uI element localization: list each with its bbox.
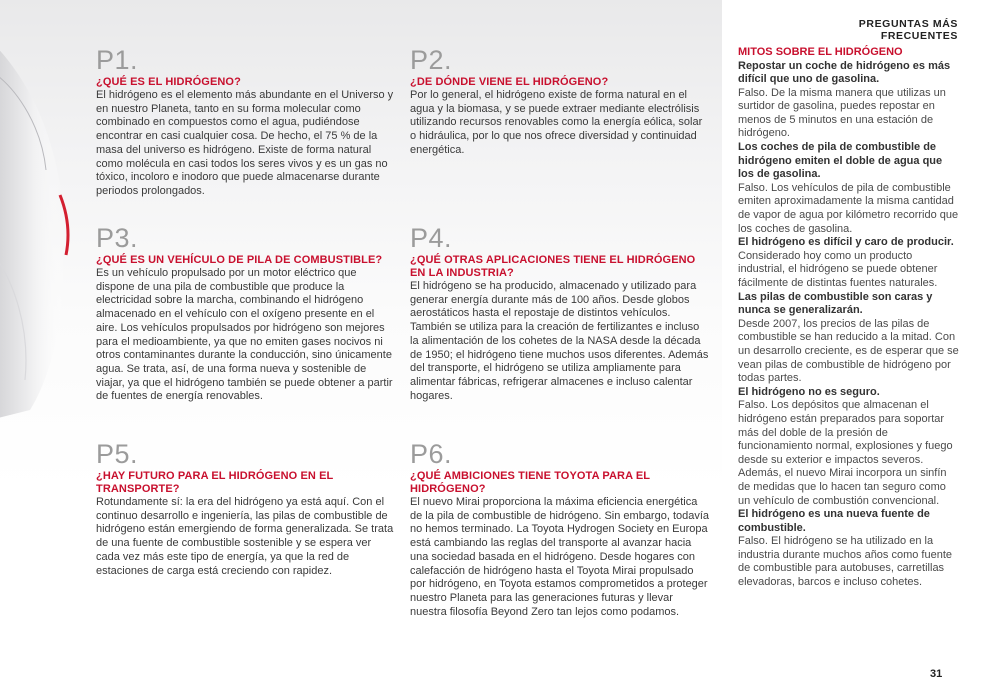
question-body: El hidrógeno es el elemento más abundante en el Universo y en nuestro Planeta, tanto en su forma molecular como combinado en compuestos como el agua, pudiéndose encontrar en casi cualquier cosa. De hecho, el 75 % de la masa del universo es hidrógeno. Existe de forma natural como molécula en casi todos los seres vivos y es un gas no tóxico, incoloro e inodoro que puede almacenarse durante periodos prolongados. xyxy=(96,89,394,197)
question-number: P2. xyxy=(410,45,453,75)
question-body: El hidrógeno se ha producido, almacenado y utilizado para generar energía durante más de 100 años. Desde globos aerostáticos hasta el repostaje de distintos vehículos. También se utiliza para la creación de fertilizantes e incluso la alimentación de los cohetes de la NASA desde la década de 1950; el hidrógeno tiene muchos usos diferentes. Además del transporte, el hidrógeno se utiliza ampliamente para alimentar fábricas, refrigerar almacenes e incluso calentar hogares. xyxy=(410,280,709,402)
myth-answer: Falso. Los depósitos que almacenan el hidrógeno están preparados para soportar más del doble de la presión de funcionamiento normal, explosiones y fuego desde su exterior e impactos severos. Además, el nuevo Mirai incorpora un sinfín de medidas que lo hacen tan seguro como un vehículo de combustión convencional. xyxy=(738,399,953,507)
question-p2 xyxy=(410,46,710,158)
question-title: ¿QUÉ ES UN VEHÍCULO DE PILA DE COMBUSTIBLE? xyxy=(96,254,383,266)
section-header: PREGUNTAS MÁS FRECUENTES xyxy=(858,18,958,42)
question-body: Es un vehículo propulsado por un motor eléctrico que dispone de una pila de combustible que produce la electricidad sobre la marcha, combinando el hidrógeno almacenado en el vehículo con el oxígeno presente en el aire. Los vehículos propulsados por hidrógeno son mejores para el medioambiente, ya que no emiten gases nocivos ni otros contaminantes durante la conducción, sino únicamente agua. Se trata, así, de una forma nueva y sostenible de viajar, ya que el hidrógeno también se puede obtener a partir de fuentes de energía renovables. xyxy=(96,267,393,403)
question-body: Rotundamente sí: la era del hidrógeno ya está aquí. Con el continuo desarrollo e ingeniería, las pilas de combustible de hidrógeno están emergiendo de forma generalizada. Se trata de una fuente de combustible sostenible y se espera ver cada vez más este tipo de energía, ya que la red de estaciones de carga está creciendo con rapidez. xyxy=(96,496,394,577)
page-number: 31 xyxy=(930,668,943,680)
myth-question: Repostar un coche de hidrógeno es más difícil que uno de gasolina. xyxy=(738,59,951,86)
myth-answer: Falso. El hidrógeno se ha utilizado en la industria durante muchos años como fuente de combustible para autobuses, carretillas elevadoras, barcos e incluso cohetes. xyxy=(738,535,953,589)
question-p1 xyxy=(96,46,396,199)
car-image xyxy=(0,0,70,440)
question-p5 xyxy=(96,440,396,578)
question-body: Por lo general, el hidrógeno existe de forma natural en el agua y la biomasa, y se puede extraer mediante electrólisis utilizando recursos renovables como la energía eólica, solar o hidráulica, por lo que nos ofrece diversidad y continuidad energética. xyxy=(410,89,703,156)
question-p6 xyxy=(410,440,710,619)
question-number: P3. xyxy=(96,223,139,253)
question-title: ¿QUÉ ES EL HIDRÓGENO? xyxy=(96,76,241,88)
question-number: P6. xyxy=(410,439,453,469)
myths-section xyxy=(738,46,960,590)
question-title: ¿DE DÓNDE VIENE EL HIDRÓGENO? xyxy=(410,76,609,88)
myth-answer: Falso. Los vehículos de pila de combustible emiten aproximadamente la misma cantidad de vapor de agua por kilómetro recorrido que los coches de gasolina. xyxy=(738,181,959,235)
myth-question: El hidrógeno no es seguro. xyxy=(738,385,880,398)
myth-answer: Falso. De la misma manera que utilizas un surtidor de gasolina, puedes repostar en menos de 5 minutos en una estación de hidrógeno. xyxy=(738,86,946,140)
myth-question: Las pilas de combustible son caras y nunca se generalizarán. xyxy=(738,290,933,317)
question-title: ¿QUÉ OTRAS APLICACIONES TIENE EL HIDRÓGENO EN LA INDUSTRIA? xyxy=(410,254,696,279)
question-number: P5. xyxy=(96,439,139,469)
question-title: ¿QUÉ AMBICIONES TIENE TOYOTA PARA EL HIDRÓGENO? xyxy=(410,470,650,495)
myth-question: Los coches de pila de combustible de hidrógeno emiten el doble de agua que los de gasolina. xyxy=(738,141,943,181)
question-p3 xyxy=(96,224,396,404)
myth-question: El hidrógeno es difícil y caro de producir. xyxy=(738,236,954,249)
myth-answer: Desde 2007, los precios de las pilas de combustible se han reducido a la mitad. Con un desarrollo creciente, es de esperar que se vean pilas de combustible de hidrógeno por todas partes. xyxy=(738,317,959,385)
question-body: El nuevo Mirai proporciona la máxima eficiencia energética de la pila de combustible de hidrógeno. Sin embargo, todavía no hemos terminado. La Toyota Hydrogen Society en Europa está cambiando las reglas del transporte al avanzar hacia una sociedad basada en el hidrógeno. Desde hogares con calefacción de hidrógeno hasta el Toyota Mirai propulsado por hidrógeno, en Toyota estamos comprometidos a proteger nuestro Planeta para las generaciones futuras y llevar nuestra filosofía Beyond Zero tan lejos como podamos. xyxy=(410,496,710,618)
myth-question: El hidrógeno es una nueva fuente de combustible. xyxy=(738,508,930,534)
myths-title: MITOS SOBRE EL HIDRÓGENO xyxy=(738,46,903,58)
question-p4 xyxy=(410,224,710,403)
myth-answer: Considerado hoy como un producto industrial, el hidrógeno se puede obtener fácilmente de distintas fuentes naturales. xyxy=(738,249,938,289)
question-title: ¿HAY FUTURO PARA EL HIDRÓGENO EN EL TRANSPORTE? xyxy=(96,470,334,495)
question-number: P1. xyxy=(96,45,139,75)
question-number: P4. xyxy=(410,223,453,253)
